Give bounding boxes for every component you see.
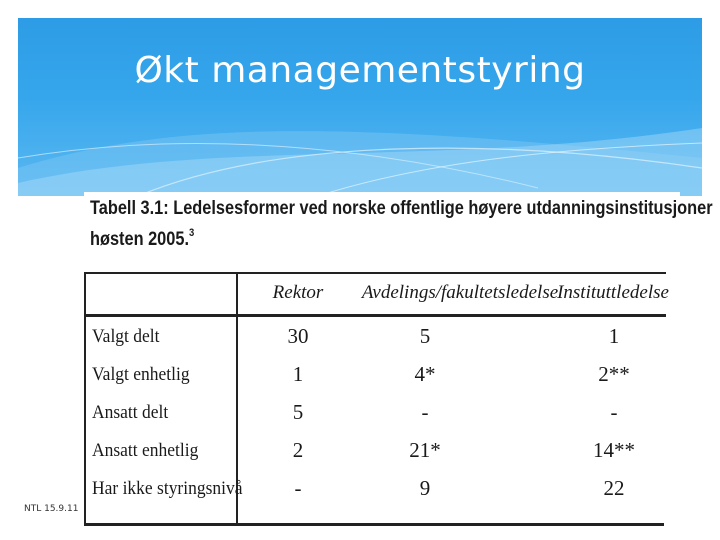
table-figure <box>84 192 713 536</box>
table-header-rule <box>86 314 666 317</box>
cell-institutt: 14** <box>593 438 635 462</box>
footer-date: NTL 15.9.11 <box>24 504 79 514</box>
table-row <box>86 396 666 432</box>
cell-avdeling: 9 <box>419 476 431 500</box>
column-header-rektor: Rektor <box>272 282 324 303</box>
row-label: Valgt enhetlig <box>92 364 190 385</box>
cell-rektor: 1 <box>292 362 304 386</box>
cell-rektor: 2 <box>292 438 304 462</box>
cell-avdeling: 5 <box>419 324 431 348</box>
column-header-avdeling: Avdelings/fakultetsledelse <box>361 282 559 303</box>
table-caption-footnote: 3 <box>188 227 195 239</box>
cell-avdeling: 21* <box>409 438 441 462</box>
column-header-institutt: Instituttledelse <box>557 282 669 303</box>
row-label: Ansatt enhetlig <box>92 440 199 461</box>
cell-rektor: 30 <box>287 324 309 348</box>
table-caption-year: høsten 2005. <box>90 229 189 250</box>
table-row <box>86 472 666 508</box>
table-caption-line-2 <box>90 221 589 252</box>
slide-title: Økt managementstyring <box>134 50 586 91</box>
row-label: Ansatt delt <box>92 402 169 423</box>
table-row <box>86 434 666 470</box>
table-caption-line-1: Tabell 3.1: Ledelsesformer ved norske offentlige høyere utdanningsinstitusjoner <box>90 198 713 219</box>
row-label: Har ikke styringsnivå <box>92 478 243 499</box>
table-caption <box>90 196 713 252</box>
table-row <box>86 358 666 394</box>
row-label: Valgt delt <box>92 326 160 347</box>
cell-institutt: 22 <box>603 476 625 500</box>
wave-decoration <box>18 18 702 196</box>
header-band <box>18 18 702 196</box>
cell-institutt: 2** <box>598 362 630 386</box>
cell-institutt: - <box>610 400 618 424</box>
cell-institutt: 1 <box>608 324 620 348</box>
cell-avdeling: 4* <box>414 362 436 386</box>
table-top-rule <box>86 272 666 274</box>
table-row <box>86 320 666 356</box>
cell-rektor: - <box>294 476 302 500</box>
cell-avdeling: - <box>421 400 429 424</box>
cell-rektor: 5 <box>292 400 304 424</box>
data-table <box>84 272 669 526</box>
